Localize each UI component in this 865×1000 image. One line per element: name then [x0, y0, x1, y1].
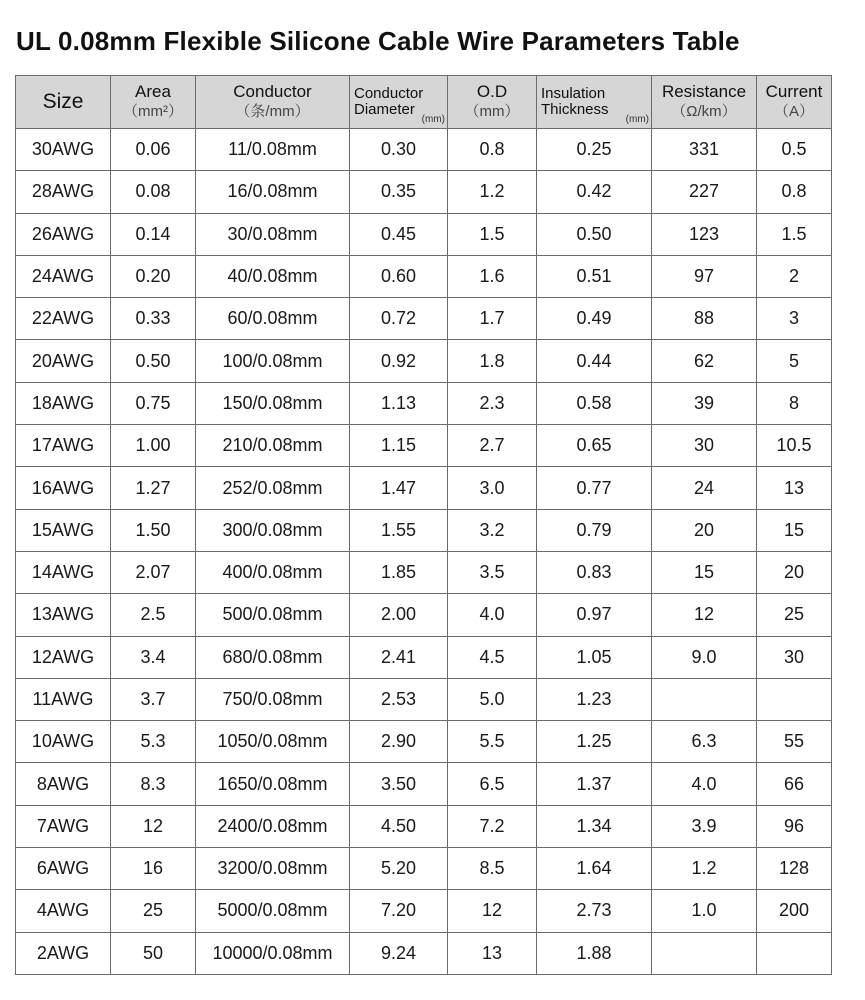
- cell-insulation-thickness: 0.49: [537, 298, 652, 340]
- cell-size: 16AWG: [16, 467, 111, 509]
- cell-conductor-diameter: 2.90: [350, 721, 448, 763]
- cell-conductor: 680/0.08mm: [196, 636, 350, 678]
- cell-size: 22AWG: [16, 298, 111, 340]
- cell-od: 1.2: [448, 171, 537, 213]
- header-area: [111, 76, 196, 129]
- table-row: [16, 890, 832, 932]
- cell-size: 30AWG: [16, 129, 111, 171]
- table-row: [16, 848, 832, 890]
- cell-conductor-diameter: 1.47: [350, 467, 448, 509]
- header-od: [448, 76, 537, 129]
- cell-size: 24AWG: [16, 255, 111, 297]
- cell-od: 7.2: [448, 805, 537, 847]
- header-size: [16, 76, 111, 129]
- cell-resistance: 20: [652, 509, 757, 551]
- cell-insulation-thickness: 1.23: [537, 678, 652, 720]
- cell-size: 8AWG: [16, 763, 111, 805]
- cell-area: 0.20: [111, 255, 196, 297]
- cell-insulation-thickness: 0.44: [537, 340, 652, 382]
- table-row: [16, 129, 832, 171]
- cell-resistance: 62: [652, 340, 757, 382]
- table-row: [16, 213, 832, 255]
- cell-od: 3.0: [448, 467, 537, 509]
- cell-current: 30: [757, 636, 832, 678]
- header-current: [757, 76, 832, 129]
- cell-area: 5.3: [111, 721, 196, 763]
- cell-conductor: 16/0.08mm: [196, 171, 350, 213]
- header-resistance: [652, 76, 757, 129]
- table-row: [16, 298, 832, 340]
- cell-resistance: 1.2: [652, 848, 757, 890]
- cell-area: 1.50: [111, 509, 196, 551]
- cell-conductor: 30/0.08mm: [196, 213, 350, 255]
- cell-current: 0.5: [757, 129, 832, 171]
- table-row: [16, 678, 832, 720]
- cell-od: 2.7: [448, 425, 537, 467]
- cell-current: 0.8: [757, 171, 832, 213]
- cell-conductor-diameter: 1.13: [350, 382, 448, 424]
- cell-conductor: 100/0.08mm: [196, 340, 350, 382]
- cell-conductor: 1650/0.08mm: [196, 763, 350, 805]
- cell-size: 15AWG: [16, 509, 111, 551]
- table-row: [16, 382, 832, 424]
- cell-area: 0.08: [111, 171, 196, 213]
- cell-conductor: 1050/0.08mm: [196, 721, 350, 763]
- cell-area: 2.5: [111, 594, 196, 636]
- cell-resistance: 9.0: [652, 636, 757, 678]
- cell-insulation-thickness: 0.25: [537, 129, 652, 171]
- cell-conductor: 60/0.08mm: [196, 298, 350, 340]
- header-area-unit: （mm²）: [123, 103, 183, 120]
- cell-current: 13: [757, 467, 832, 509]
- table-row: [16, 467, 832, 509]
- cell-conductor-diameter: 0.92: [350, 340, 448, 382]
- header-ins-unit: (mm): [625, 114, 649, 125]
- page-title: UL 0.08mm Flexible Silicone Cable Wire Parameters Table: [16, 26, 740, 56]
- cell-insulation-thickness: 2.73: [537, 890, 652, 932]
- cell-area: 1.27: [111, 467, 196, 509]
- cell-od: 8.5: [448, 848, 537, 890]
- cell-od: 1.8: [448, 340, 537, 382]
- cell-area: 2.07: [111, 551, 196, 593]
- header-insulation-thickness: [537, 76, 652, 129]
- cell-od: 5.0: [448, 678, 537, 720]
- header-ins-line2: Thickness: [541, 101, 609, 118]
- cell-conductor: 11/0.08mm: [196, 129, 350, 171]
- cell-size: 6AWG: [16, 848, 111, 890]
- header-resistance-unit: （Ω/km）: [671, 103, 737, 120]
- cell-conductor-diameter: 2.00: [350, 594, 448, 636]
- cell-conductor: 10000/0.08mm: [196, 932, 350, 974]
- cell-size: 2AWG: [16, 932, 111, 974]
- cell-size: 11AWG: [16, 678, 111, 720]
- cell-area: 25: [111, 890, 196, 932]
- table-row: [16, 636, 832, 678]
- cell-size: 20AWG: [16, 340, 111, 382]
- cell-insulation-thickness: 1.05: [537, 636, 652, 678]
- table-row: [16, 763, 832, 805]
- cell-current: 55: [757, 721, 832, 763]
- cell-insulation-thickness: 0.51: [537, 255, 652, 297]
- cell-current: 15: [757, 509, 832, 551]
- cell-area: 0.14: [111, 213, 196, 255]
- cell-conductor: 5000/0.08mm: [196, 890, 350, 932]
- cell-insulation-thickness: 0.50: [537, 213, 652, 255]
- cell-insulation-thickness: 0.58: [537, 382, 652, 424]
- cell-size: 10AWG: [16, 721, 111, 763]
- cell-resistance: 331: [652, 129, 757, 171]
- cell-current: 66: [757, 763, 832, 805]
- cell-insulation-thickness: 1.64: [537, 848, 652, 890]
- cell-area: 1.00: [111, 425, 196, 467]
- cell-conductor-diameter: 1.15: [350, 425, 448, 467]
- cell-od: 3.5: [448, 551, 537, 593]
- table-body: [16, 129, 832, 975]
- table-row: [16, 594, 832, 636]
- cell-area: 12: [111, 805, 196, 847]
- header-ins-line1: Insulation: [541, 85, 606, 102]
- table-row: [16, 255, 832, 297]
- cell-current: 20: [757, 551, 832, 593]
- cell-resistance: 227: [652, 171, 757, 213]
- cell-resistance: 24: [652, 467, 757, 509]
- cell-resistance: 12: [652, 594, 757, 636]
- cell-size: 12AWG: [16, 636, 111, 678]
- cell-conductor-diameter: 0.45: [350, 213, 448, 255]
- cell-insulation-thickness: 0.77: [537, 467, 652, 509]
- cell-current: [757, 678, 832, 720]
- cell-resistance: 88: [652, 298, 757, 340]
- cell-current: 200: [757, 890, 832, 932]
- header-resistance-label: Resistance: [661, 82, 747, 101]
- cell-conductor-diameter: 1.55: [350, 509, 448, 551]
- cell-resistance: 15: [652, 551, 757, 593]
- cell-conductor: 150/0.08mm: [196, 382, 350, 424]
- cell-conductor-diameter: 1.85: [350, 551, 448, 593]
- cell-conductor: 400/0.08mm: [196, 551, 350, 593]
- cell-area: 3.4: [111, 636, 196, 678]
- cell-current: 25: [757, 594, 832, 636]
- cell-insulation-thickness: 1.37: [537, 763, 652, 805]
- cell-size: 18AWG: [16, 382, 111, 424]
- cell-area: 0.50: [111, 340, 196, 382]
- header-cond-diam-line1: Conductor: [354, 85, 424, 102]
- cell-insulation-thickness: 1.34: [537, 805, 652, 847]
- cell-conductor: 2400/0.08mm: [196, 805, 350, 847]
- cell-od: 2.3: [448, 382, 537, 424]
- cell-od: 4.5: [448, 636, 537, 678]
- header-conductor-diameter: [350, 76, 448, 129]
- header-cond-diam-unit: (mm): [421, 114, 445, 125]
- cell-od: 5.5: [448, 721, 537, 763]
- cell-conductor-diameter: 4.50: [350, 805, 448, 847]
- header-od-unit: （mm）: [464, 103, 520, 120]
- table-row: [16, 171, 832, 213]
- cell-size: 26AWG: [16, 213, 111, 255]
- cell-od: 13: [448, 932, 537, 974]
- cell-size: 4AWG: [16, 890, 111, 932]
- header-od-label: O.D: [476, 82, 508, 101]
- cell-insulation-thickness: 0.79: [537, 509, 652, 551]
- cell-conductor-diameter: 7.20: [350, 890, 448, 932]
- cell-current: 10.5: [757, 425, 832, 467]
- cell-current: 3: [757, 298, 832, 340]
- cell-resistance: [652, 932, 757, 974]
- cell-current: [757, 932, 832, 974]
- cell-area: 50: [111, 932, 196, 974]
- header-size-label: Size: [42, 90, 84, 113]
- cell-size: 17AWG: [16, 425, 111, 467]
- table-row: [16, 932, 832, 974]
- cell-od: 1.7: [448, 298, 537, 340]
- cell-insulation-thickness: 0.65: [537, 425, 652, 467]
- cell-current: 2: [757, 255, 832, 297]
- cell-resistance: 4.0: [652, 763, 757, 805]
- cell-insulation-thickness: 0.97: [537, 594, 652, 636]
- cell-current: 1.5: [757, 213, 832, 255]
- cell-conductor: 500/0.08mm: [196, 594, 350, 636]
- table-header-row: [16, 76, 832, 129]
- cell-od: 3.2: [448, 509, 537, 551]
- cell-current: 128: [757, 848, 832, 890]
- header-current-unit: （A）: [773, 103, 814, 120]
- cell-od: 1.5: [448, 213, 537, 255]
- cell-size: 7AWG: [16, 805, 111, 847]
- cell-current: 96: [757, 805, 832, 847]
- cell-resistance: 3.9: [652, 805, 757, 847]
- cell-conductor-diameter: 0.60: [350, 255, 448, 297]
- header-conductor: [196, 76, 350, 129]
- table-row: [16, 425, 832, 467]
- cell-od: 12: [448, 890, 537, 932]
- header-area-label: Area: [135, 82, 171, 101]
- cell-conductor-diameter: 9.24: [350, 932, 448, 974]
- cell-insulation-thickness: 0.42: [537, 171, 652, 213]
- cell-insulation-thickness: 0.83: [537, 551, 652, 593]
- table-row: [16, 721, 832, 763]
- cell-area: 0.06: [111, 129, 196, 171]
- table-row: [16, 340, 832, 382]
- cell-size: 14AWG: [16, 551, 111, 593]
- cell-conductor-diameter: 3.50: [350, 763, 448, 805]
- cell-resistance: 1.0: [652, 890, 757, 932]
- table-row: [16, 551, 832, 593]
- table-row: [16, 509, 832, 551]
- cell-resistance: 30: [652, 425, 757, 467]
- cell-resistance: 97: [652, 255, 757, 297]
- cell-conductor-diameter: 0.35: [350, 171, 448, 213]
- cell-conductor: 40/0.08mm: [196, 255, 350, 297]
- header-conductor-unit: （条/mm）: [235, 103, 310, 120]
- cell-size: 13AWG: [16, 594, 111, 636]
- header-current-label: Current: [765, 82, 823, 101]
- cell-resistance: 123: [652, 213, 757, 255]
- cell-area: 0.33: [111, 298, 196, 340]
- cell-area: 8.3: [111, 763, 196, 805]
- cell-area: 0.75: [111, 382, 196, 424]
- cell-area: 16: [111, 848, 196, 890]
- cell-conductor-diameter: 2.41: [350, 636, 448, 678]
- cell-conductor-diameter: 0.30: [350, 129, 448, 171]
- header-conductor-label: Conductor: [233, 82, 312, 101]
- cell-conductor-diameter: 0.72: [350, 298, 448, 340]
- cell-conductor-diameter: 5.20: [350, 848, 448, 890]
- header-cond-diam-line2: Diameter: [354, 101, 415, 118]
- parameters-table: [15, 75, 832, 975]
- cell-od: 4.0: [448, 594, 537, 636]
- cell-od: 1.6: [448, 255, 537, 297]
- table-row: [16, 805, 832, 847]
- cell-insulation-thickness: 1.25: [537, 721, 652, 763]
- cell-od: 6.5: [448, 763, 537, 805]
- cell-size: 28AWG: [16, 171, 111, 213]
- cell-resistance: 39: [652, 382, 757, 424]
- cell-conductor-diameter: 2.53: [350, 678, 448, 720]
- cell-od: 0.8: [448, 129, 537, 171]
- cell-conductor: 750/0.08mm: [196, 678, 350, 720]
- cell-insulation-thickness: 1.88: [537, 932, 652, 974]
- cell-resistance: [652, 678, 757, 720]
- cell-area: 3.7: [111, 678, 196, 720]
- cell-conductor: 300/0.08mm: [196, 509, 350, 551]
- cell-conductor: 3200/0.08mm: [196, 848, 350, 890]
- cell-conductor: 252/0.08mm: [196, 467, 350, 509]
- cell-resistance: 6.3: [652, 721, 757, 763]
- cell-current: 5: [757, 340, 832, 382]
- cell-conductor: 210/0.08mm: [196, 425, 350, 467]
- cell-current: 8: [757, 382, 832, 424]
